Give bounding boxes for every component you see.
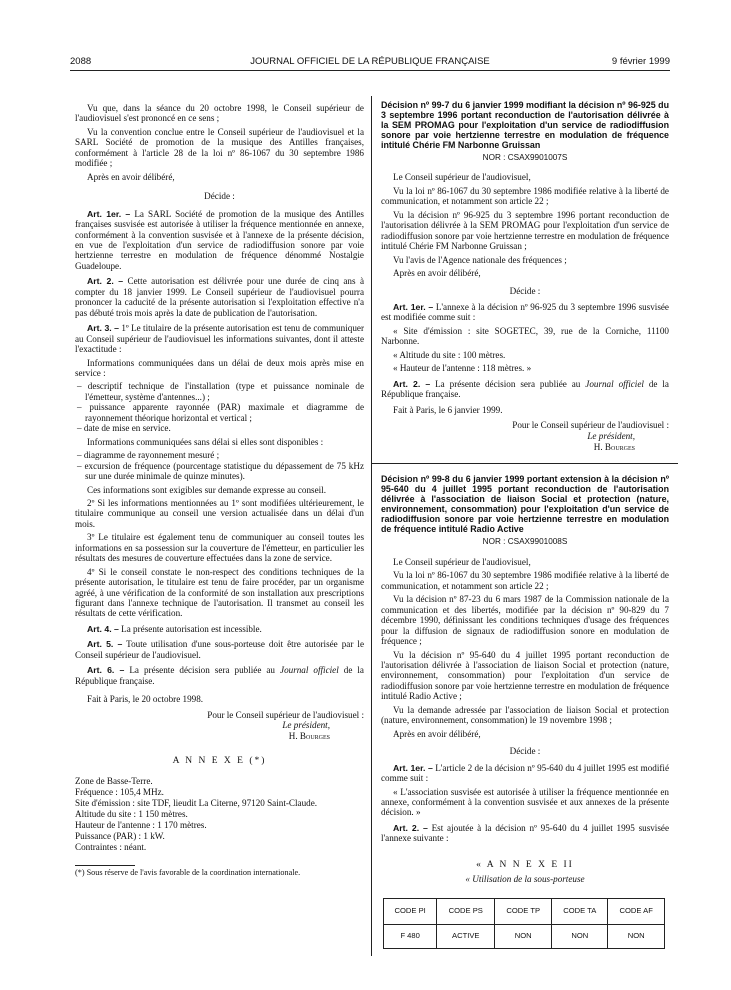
signature-line: Pour le Conseil supérieur de l'audiovisuel :	[512, 420, 669, 431]
table-header-cell: CODE PI	[384, 898, 437, 924]
paragraph: 2º Si les informations mentionnées au 1º sont modifiées ultérieurement, le titulaire communique au conseil une version actualisée dans un délai d'un mois.	[75, 497, 364, 529]
signature-name: H. Bourges	[288, 731, 330, 742]
decision-title: Décision nº 99-8 du 6 janvier 1999 portant extension à la décision nº 95-640 du 4 juillet 1995 portant reconduction de l'autorisation délivrée à l'association de liaison Social et protection (nature, environnement, consommation) pour l'exploitation d'un service de radiodiffusion sonore par voie hertzienne terrestre en modulation de fréquence intitulé Radio Active	[381, 474, 669, 535]
decision-separator	[372, 463, 678, 464]
article-2	[75, 276, 364, 318]
table-header-cell: CODE TP	[495, 898, 552, 924]
article-2	[381, 379, 669, 400]
article-label: Art. 6. –	[87, 665, 125, 676]
paragraph: 3º Le titulaire est également tenu de communiquer au conseil toutes les informations en sa possession sur la couverture de l'émetteur, en particulier les résultats des mesures de couverture effectuées dans la zone de service.	[75, 532, 364, 564]
intro-paragraph: Après en avoir délibéré,	[87, 171, 175, 182]
article-label: Art. 5. –	[87, 639, 123, 650]
article-text: Est ajoutée à la décision nº 95-640 du 4 juillet 1995 susvisée l'annexe suivante :	[381, 822, 669, 844]
info-request-intro: Informations communiquées sans délai si elles sont disponibles :	[87, 436, 324, 447]
intro-paragraph: Vu la décision nº 87-23 du 6 mars 1987 de la Commission nationale de la communication et des libertés, modifiée par la décision nº 90-829 du 7 décembre 1990, définissant les conditions techniques d'usage des fréquences pour la diffusion de signaux de radiodiffusion sonore en modulation de fréquence ;	[381, 594, 669, 647]
table-header-row	[384, 898, 665, 924]
annex-title: « A N N E X E II	[476, 859, 574, 870]
quote-line: « Hauteur de l'antenne : 118 mètres. »	[393, 363, 532, 374]
article-text: La présente décision sera publiée au	[430, 378, 586, 389]
article-text: La SARL Société de promotion de la musique des Antilles françaises susvisée est autorisée à utiliser la fréquence mentionnée en annexe, conformément à la convention susvisée et à l'annexe de la présente décision, en vue de l'exploitation d'un service de radiodiffusion sonore par voie hertzienne terrestre en modulation de fréquence dénommé Nostalgie Guadeloupe.	[75, 208, 364, 271]
article-1	[75, 209, 364, 272]
list-item: – descriptif technique de l'installation (type et puissance nominale de l'émetteur, système d'antennes...) ;	[77, 381, 364, 402]
article-5	[75, 639, 364, 660]
article-text: Toute utilisation d'une sous-porteuse doit être autorisée par le Conseil supérieur de l'audiovisuel.	[75, 639, 364, 660]
issue-date: 9 février 1999	[611, 56, 670, 67]
done-date: Fait à Paris, le 20 octobre 1998.	[87, 694, 204, 705]
list-item: – puissance apparente rayonnée (PAR) maximale et diagramme de rayonnement théorique horizontal et vertical ;	[77, 402, 364, 423]
intro-paragraph: Vu la demande adressée par l'association de liaison Social et protection (nature, environnement, consommation) le 19 novembre 1998 ;	[381, 704, 669, 726]
intro-paragraph: Vu la loi nº 86-1067 du 30 septembre 1986 modifiée relative à la liberté de communication, et notamment son article 22 ;	[381, 185, 669, 207]
annex-line: Site d'émission : site TDF, lieudit La Citerne, 97120 Saint-Claude.	[75, 797, 318, 808]
info-delay-list	[75, 381, 364, 433]
article-1	[381, 763, 669, 784]
signature-role: Le président,	[587, 430, 635, 441]
intro-paragraph: Vu que, dans la séance du 20 octobre 1998, le Conseil supérieur de l'audiovisuel s'est prononcé en ce sens ;	[75, 103, 364, 124]
signature-block	[381, 420, 669, 452]
journal-name: Journal officiel	[585, 378, 644, 389]
nor-reference: NOR : CSAX9901007S	[482, 153, 568, 162]
intro-paragraph: Après en avoir délibéré,	[393, 728, 481, 739]
article-label: Art. 2. –	[393, 378, 431, 389]
article-text: de la République française.	[75, 665, 364, 686]
page-number: 2088	[70, 56, 92, 67]
intro-paragraph: Vu la décision nº 96-925 du 3 septembre 1996 portant reconduction de l'autorisation délivrée à la SEM PROMAG pour l'exploitation d'un service de radiodiffusion sonore par voie hertzienne terrestre en modulation de fréquence intitulé Chérie FM Narbonne Gruissan ;	[381, 209, 669, 252]
table-cell: F 480	[384, 924, 437, 948]
paragraph: 4º Si le conseil constate le non-respect des conditions techniques de la présente autorisation, le titulaire est tenu de faire procéder, par un organisme agréé, à une vérification de la conformité de son installation aux prescriptions figurant dans l'annexe technique de l'autorisation. Il transmet au conseil les résultats de cette vérification.	[75, 566, 364, 619]
footnote: (*) Sous réserve de l'avis favorable de la coordination internationale.	[75, 867, 301, 877]
annex-line: Hauteur de l'antenne : 1 170 mètres.	[75, 819, 207, 830]
article-6	[75, 665, 364, 686]
left-column	[75, 103, 364, 878]
list-item: – excursion de fréquence (pourcentage statistique du dépassement de 75 kHz sur une durée minimale de quinze minutes).	[77, 460, 364, 482]
table-cell: NON	[552, 924, 608, 948]
article-1	[381, 302, 669, 323]
decide-heading: Décide :	[509, 285, 541, 296]
intro-paragraph: Vu l'avis de l'Agence nationale des fréquences ;	[393, 254, 567, 265]
article-label: Art. 1er. –	[87, 208, 131, 219]
article-text: La présente autorisation est incessible.	[118, 623, 262, 634]
intro-paragraph: Le Conseil supérieur de l'audiovisuel,	[393, 556, 531, 567]
table-cell: ACTIVE	[437, 924, 495, 948]
article-label: Art. 4. –	[87, 623, 119, 634]
table-header-cell: CODE AF	[608, 898, 665, 924]
annex-line: Altitude du site : 1 150 mètres.	[75, 808, 188, 819]
intro-paragraph: Vu la décision nº 95-640 du 4 juillet 1995 portant reconduction de l'autorisation délivrée à l'association de liaison Social et protection (nature, environnement, consommation) pour l'exploitation d'un service de radiodiffusion sonore par voie hertzienne terrestre en modulation de fréquence intitulé Radio Active ;	[381, 649, 669, 702]
article-2	[381, 823, 669, 844]
article-text: L'article 2 de la décision nº 95-640 du 4 juillet 1995 est modifié comme suit :	[381, 762, 669, 784]
subcarrier-table	[383, 898, 665, 949]
annex-line: Zone de Basse-Terre.	[75, 775, 153, 786]
table-header-cell: CODE PS	[437, 898, 495, 924]
annex-subtitle: « Utilisation de la sous-porteuse	[465, 874, 585, 885]
article-label: Art. 2. –	[393, 822, 428, 833]
article-text: La présente décision sera publiée au	[124, 665, 281, 676]
article-text: L'annexe à la décision nº 96-925 du 3 septembre 1996 susvisée est modifiée comme suit :	[381, 301, 669, 323]
nor-reference: NOR : CSAX9901008S	[482, 537, 568, 547]
annex-line: Puissance (PAR) : 1 kW.	[75, 830, 165, 841]
table-header-cell: CODE TA	[552, 898, 608, 924]
done-date: Fait à Paris, le 6 janvier 1999.	[393, 404, 503, 415]
table-row	[384, 924, 665, 948]
annex-content	[75, 776, 364, 853]
decide-heading: Décide :	[509, 746, 541, 757]
header-rule	[70, 70, 670, 71]
page-header	[70, 56, 670, 70]
journal-name: Journal officiel	[280, 665, 339, 676]
article-4	[75, 624, 364, 634]
right-column	[381, 100, 669, 949]
info-delay-intro: Informations communiquées dans un délai de deux mois après mise en service :	[75, 357, 364, 378]
table-cell: NON	[608, 924, 665, 948]
intro-paragraph: Le Conseil supérieur de l'audiovisuel,	[393, 172, 531, 183]
footnote-rule	[75, 865, 135, 866]
intro-paragraph: Vu la convention conclue entre le Conseil supérieur de l'audiovisuel et la SARL Société de promotion de la musique des Antilles françaises, conformément à l'article 28 de la loi nº 86-1067 du 30 septembre 1986 modifiée ;	[75, 126, 364, 169]
intro-paragraph: Vu la loi nº 86-1067 du 30 septembre 1986 modifiée relative à la liberté de communication, et notamment son article 22 ;	[381, 570, 669, 591]
signature-line: Pour le Conseil supérieur de l'audiovisuel :	[207, 709, 364, 720]
article-label: Art. 2. –	[87, 276, 124, 287]
annex-title: A N N E X E (*)	[172, 756, 267, 767]
annex-line: Contraintes : néant.	[75, 841, 147, 852]
column-divider	[371, 96, 372, 956]
table-cell: NON	[495, 924, 552, 948]
decision-title: Décision nº 99-7 du 6 janvier 1999 modifiant la décision nº 96-925 du 3 septembre 1996 portant reconduction de l'autorisation délivrée à la SEM PROMAG pour l'exploitation d'un service de radiodiffusion sonore par voie hertzienne terrestre en modulation de fréquence intitulé Chérie FM Narbonne Gruissan	[381, 100, 669, 150]
quote-line: « Site d'émission : site SOGETEC, 39, rue de la Corniche, 11100 Narbonne.	[381, 325, 669, 347]
annex-line: Fréquence : 105,4 MHz.	[75, 786, 164, 797]
article-label: Art. 1er. –	[393, 301, 434, 312]
quote-paragraph: « L'association susvisée est autorisée à utiliser la fréquence mentionnée en annexe, conformément à la convention susvisée et aux annexes de la présente décision. »	[381, 786, 669, 818]
article-label: Art. 1er. –	[393, 762, 433, 773]
article-text: Cette autorisation est délivrée pour une durée de cinq ans à compter du 18 janvier 1999. Le Conseil supérieur de l'audiovisuel pourra prononcer la caducité de la présente autorisation si l'exploitation effective n'a pas débuté trois mois après la date de publication de l'autorisation.	[75, 276, 364, 318]
article-text: 1º Le titulaire de la présente autorisation est tenu de communiquer au Conseil supérieur de l'audiovisuel les informations suivantes, dont il atteste l'exactitude :	[75, 323, 364, 355]
signature-name: H. Bourges	[593, 441, 635, 452]
info-request-list	[75, 450, 364, 481]
decide-heading: Décide :	[204, 191, 235, 202]
list-item: – date de mise en service.	[77, 423, 171, 434]
article-label: Art. 3. –	[87, 323, 119, 334]
list-item: – diagramme de rayonnement mesuré ;	[77, 450, 220, 461]
signature-role: Le président,	[282, 720, 330, 731]
article-3	[75, 323, 364, 354]
journal-title: JOURNAL OFFICIEL DE LA RÉPUBLIQUE FRANÇAISE	[250, 56, 490, 67]
article-text: de la République française.	[381, 378, 669, 400]
paragraph: Ces informations sont exigibles sur demande expresse au conseil.	[87, 484, 326, 495]
intro-paragraph: Après en avoir délibéré,	[393, 268, 481, 279]
quote-line: « Altitude du site : 100 mètres.	[393, 349, 506, 360]
signature-block	[75, 710, 364, 742]
